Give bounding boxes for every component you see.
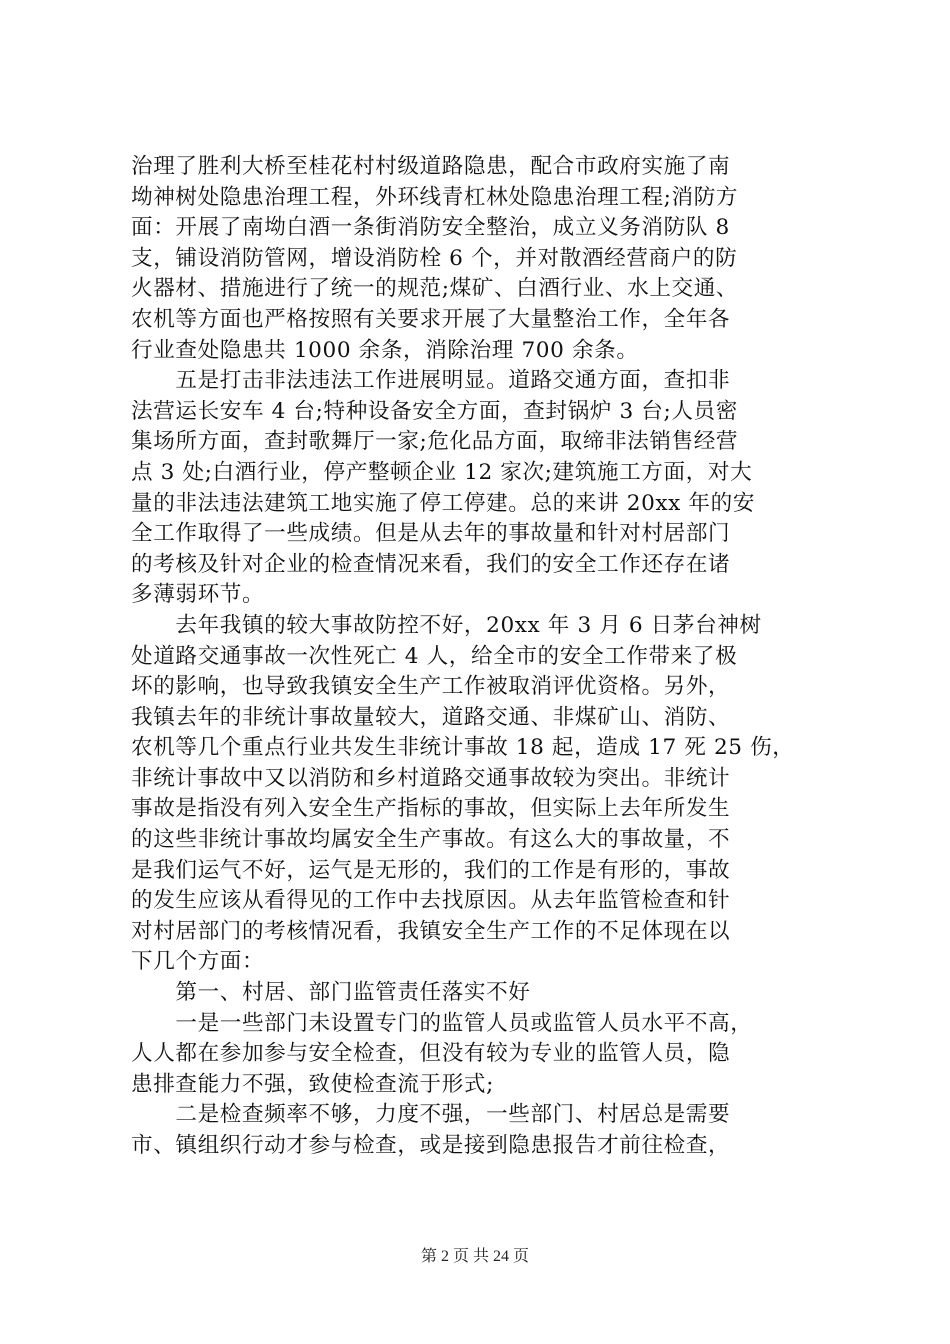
text-line: 行业查处隐患共 1000 余条，消除治理 700 余条。: [131, 337, 639, 363]
text-line: 一是一些部门未设置专门的监管人员或监管人员水平不高，: [131, 1010, 753, 1036]
text-line: 面：开展了南坳白酒一条街消防安全整治，成立义务消防队 8: [131, 215, 730, 241]
text-line: 农机等方面也严格按照有关要求开展了大量整治工作，全年各: [131, 306, 731, 332]
text-line: 的考核及针对企业的检查情况来看，我们的安全工作还存在诸: [131, 551, 731, 577]
text-line: 市、镇组织行动才参与检查，或是接到隐患报告才前往检查，: [131, 1133, 731, 1158]
text-line: 治理了胜利大桥至桂花村村级道路隐患，配合市政府实施了南: [131, 154, 731, 179]
text-line: 多薄弱环节。: [131, 582, 265, 608]
text-line: 的发生应该从看得见的工作中去找原因。从去年监管检查和针: [131, 888, 731, 914]
text-line: 全工作取得了一些成绩。但是从去年的事故量和针对村居部门: [131, 521, 731, 547]
text-line: 第一、村居、部门监管责任落实不好: [131, 980, 531, 1006]
text-line: 对村居部门的考核情况看，我镇安全生产工作的不足体现在以: [131, 918, 731, 944]
text-line: 我镇去年的非统计事故量较大，道路交通、非煤矿山、消防、: [131, 704, 731, 730]
text-line: 的这些非统计事故均属安全生产事故。有这么大的事故量，不: [131, 827, 731, 853]
text-line: 坏的影响，也导致我镇安全生产工作被取消评优资格。另外，: [131, 674, 731, 700]
text-line: 处道路交通事故一次性死亡 4 人，给全市的安全工作带来了极: [131, 643, 738, 669]
text-line: 下几个方面：: [131, 949, 265, 975]
text-line: 是我们运气不好，运气是无形的，我们的工作是有形的，事故: [131, 857, 731, 883]
text-line: 人人都在参加参与安全检查，但没有较为专业的监管人员，隐: [131, 1041, 731, 1067]
text-line: 法营运长安车 4 台;特种设备安全方面，查封锅炉 3 台;人员密: [131, 398, 738, 424]
text-line: 二是检查频率不够，力度不强，一些部门、村居总是需要: [131, 1102, 731, 1128]
text-line: 事故是指没有列入安全生产指标的事故，但实际上去年所发生: [131, 796, 731, 822]
text-line: 五是打击非法违法工作进展明显。道路交通方面，查扣非: [131, 368, 731, 394]
text-line: 支，铺设消防管网，增设消防栓 6 个，并对散酒经营商户的防: [131, 245, 738, 271]
body-text: [131, 152, 831, 1162]
text-line: 量的非法违法建筑工地实施了停工停建。总的来讲 20xx 年的安: [131, 490, 756, 516]
text-line: 非统计事故中又以消防和乡村道路交通事故较为突出。非统计: [131, 765, 731, 791]
text-line: 坳神树处隐患治理工程，外环线青杠林处隐患治理工程;消防方: [131, 184, 739, 210]
text-line: 火器材、措施进行了统一的规范;煤矿、白酒行业、水上交通、: [131, 276, 739, 302]
page-footer: 第 2 页 共 24 页: [420, 1248, 529, 1265]
text-line: 患排查能力不强，致使检查流于形式;: [131, 1071, 494, 1097]
text-line: 去年我镇的较大事故防控不好，20xx 年 3 月 6 日茅台神树: [131, 612, 762, 638]
text-line: 集场所方面，查封歌舞厅一家;危化品方面，取缔非法销售经营: [131, 429, 739, 455]
text-line: 点 3 处;白酒行业，停产整顿企业 12 家次;建筑施工方面，对大: [131, 459, 753, 485]
text-line: 农机等几个重点行业共发生非统计事故 18 起，造成 17 死 25 伤，: [131, 735, 795, 761]
